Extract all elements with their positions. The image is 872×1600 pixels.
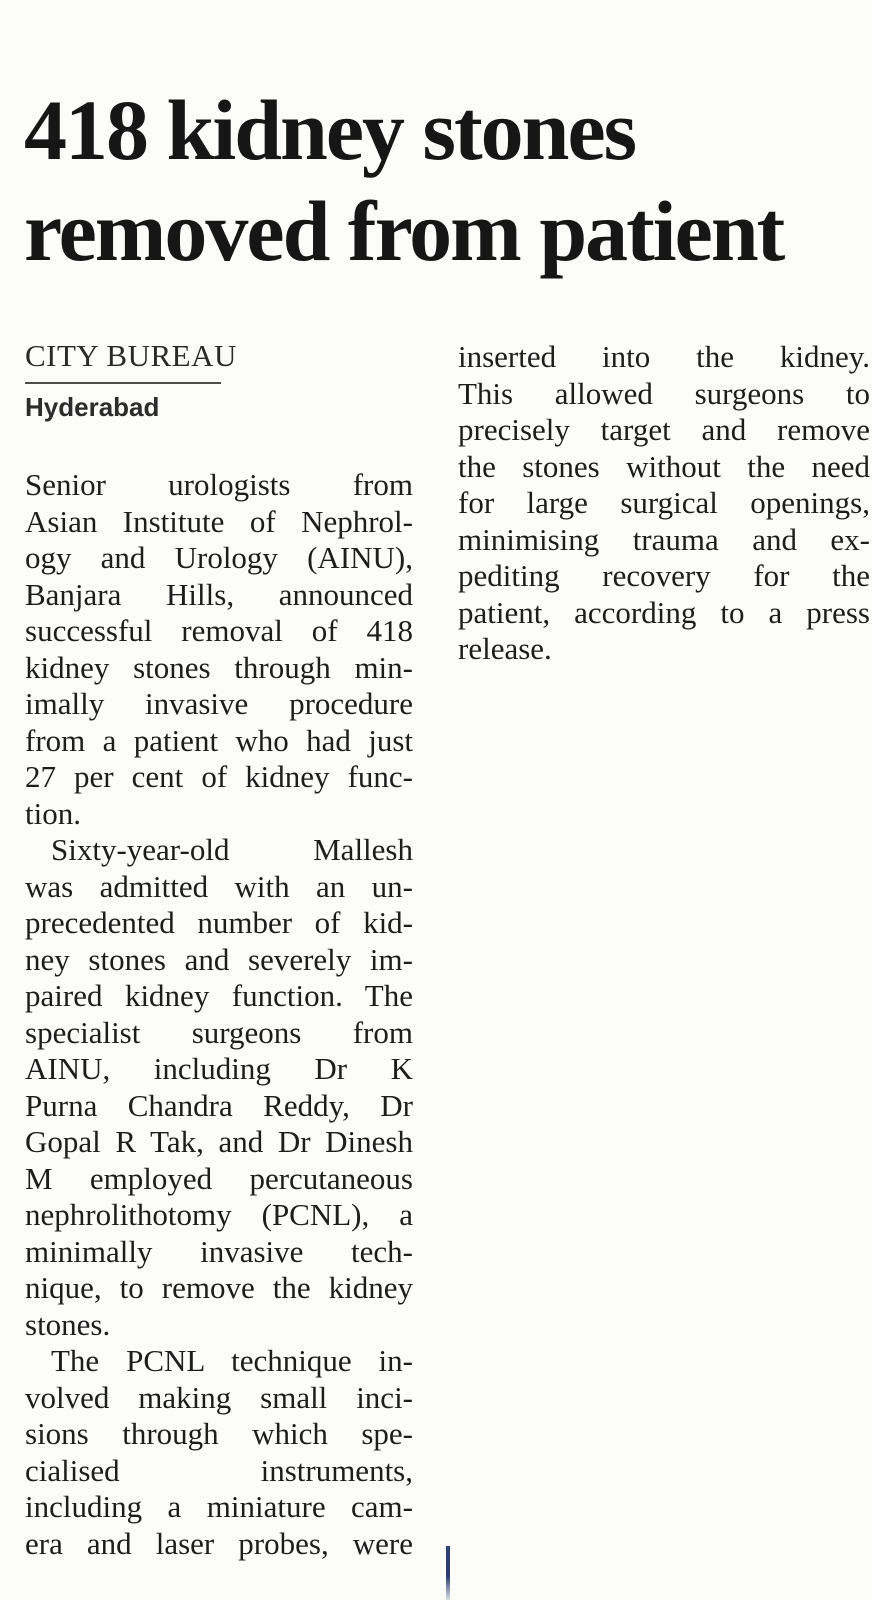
body-line: precedented number of kid-	[25, 905, 413, 941]
paragraph	[458, 339, 870, 668]
byline-location: Hyderabad	[25, 392, 160, 423]
body-line: was admitted with an un-	[25, 868, 413, 904]
body-line: Banjara Hills, announced	[25, 576, 413, 612]
left-column-text	[25, 467, 413, 1562]
body-line: nephrolithotomy (PCNL), a	[25, 1197, 413, 1233]
body-line: successful removal of 418	[25, 613, 413, 649]
body-line: kidney stones through min-	[25, 649, 413, 685]
byline-author: CITY BUREAU	[25, 338, 237, 374]
body-line: from a patient who had just	[25, 722, 413, 758]
body-line: Gopal R Tak, and Dr Dinesh	[25, 1124, 413, 1160]
body-line: nique, to remove the kidney	[25, 1270, 413, 1306]
paragraph	[25, 832, 413, 1343]
body-line: Senior urologists from	[25, 467, 413, 503]
body-line: the stones without the need	[458, 448, 870, 484]
byline-divider	[25, 382, 221, 384]
paragraph	[25, 467, 413, 832]
right-column-text	[458, 339, 870, 668]
body-line: specialist surgeons from	[25, 1014, 413, 1050]
article-headline	[0, 58, 872, 282]
headline-line: removed from patient	[24, 182, 784, 279]
column-left	[25, 339, 413, 1562]
body-line: sions through which spe-	[25, 1416, 413, 1452]
body-line: Purna Chandra Reddy, Dr	[25, 1087, 413, 1123]
body-line: This allowed surgeons to	[458, 375, 870, 411]
body-line: patient, according to a press	[458, 594, 870, 630]
body-line: The PCNL technique in-	[51, 1343, 413, 1379]
body-line: paired kidney function. The	[25, 978, 413, 1014]
paragraph	[25, 1343, 413, 1562]
body-line: pediting recovery for the	[458, 558, 870, 594]
body-line: inserted into the kidney.	[458, 339, 870, 375]
column-right	[458, 339, 870, 1562]
body-line: including a miniature cam-	[25, 1489, 413, 1525]
body-line: cialised instruments,	[25, 1452, 413, 1488]
byline-block	[25, 339, 413, 423]
body-line: M employed percutaneous	[25, 1160, 413, 1196]
body-line: ney stones and severely im-	[25, 941, 413, 977]
body-line: tion.	[25, 795, 81, 831]
body-line: precisely target and remove	[458, 412, 870, 448]
blue-scan-mark	[446, 1546, 450, 1600]
body-line: Asian Institute of Nephrol-	[25, 503, 413, 539]
body-line: Sixty-year-old Mallesh	[51, 832, 413, 868]
body-line: minimising trauma and ex-	[458, 521, 870, 557]
body-line: AINU, including Dr K	[25, 1051, 413, 1087]
body-line: minimally invasive tech-	[25, 1233, 413, 1269]
body-line: ogy and Urology (AINU),	[25, 540, 413, 576]
headline-line: 418 kidney stones	[24, 81, 636, 178]
body-line: era and laser probes, were	[25, 1525, 413, 1561]
body-line: release.	[458, 631, 552, 667]
body-line: volved making small inci-	[25, 1379, 413, 1415]
body-line: imally invasive procedure	[25, 686, 413, 722]
body-line: 27 per cent of kidney func-	[25, 759, 413, 795]
body-line: for large surgical openings,	[458, 485, 870, 521]
article-body	[0, 339, 872, 1562]
body-line: stones.	[25, 1306, 111, 1342]
